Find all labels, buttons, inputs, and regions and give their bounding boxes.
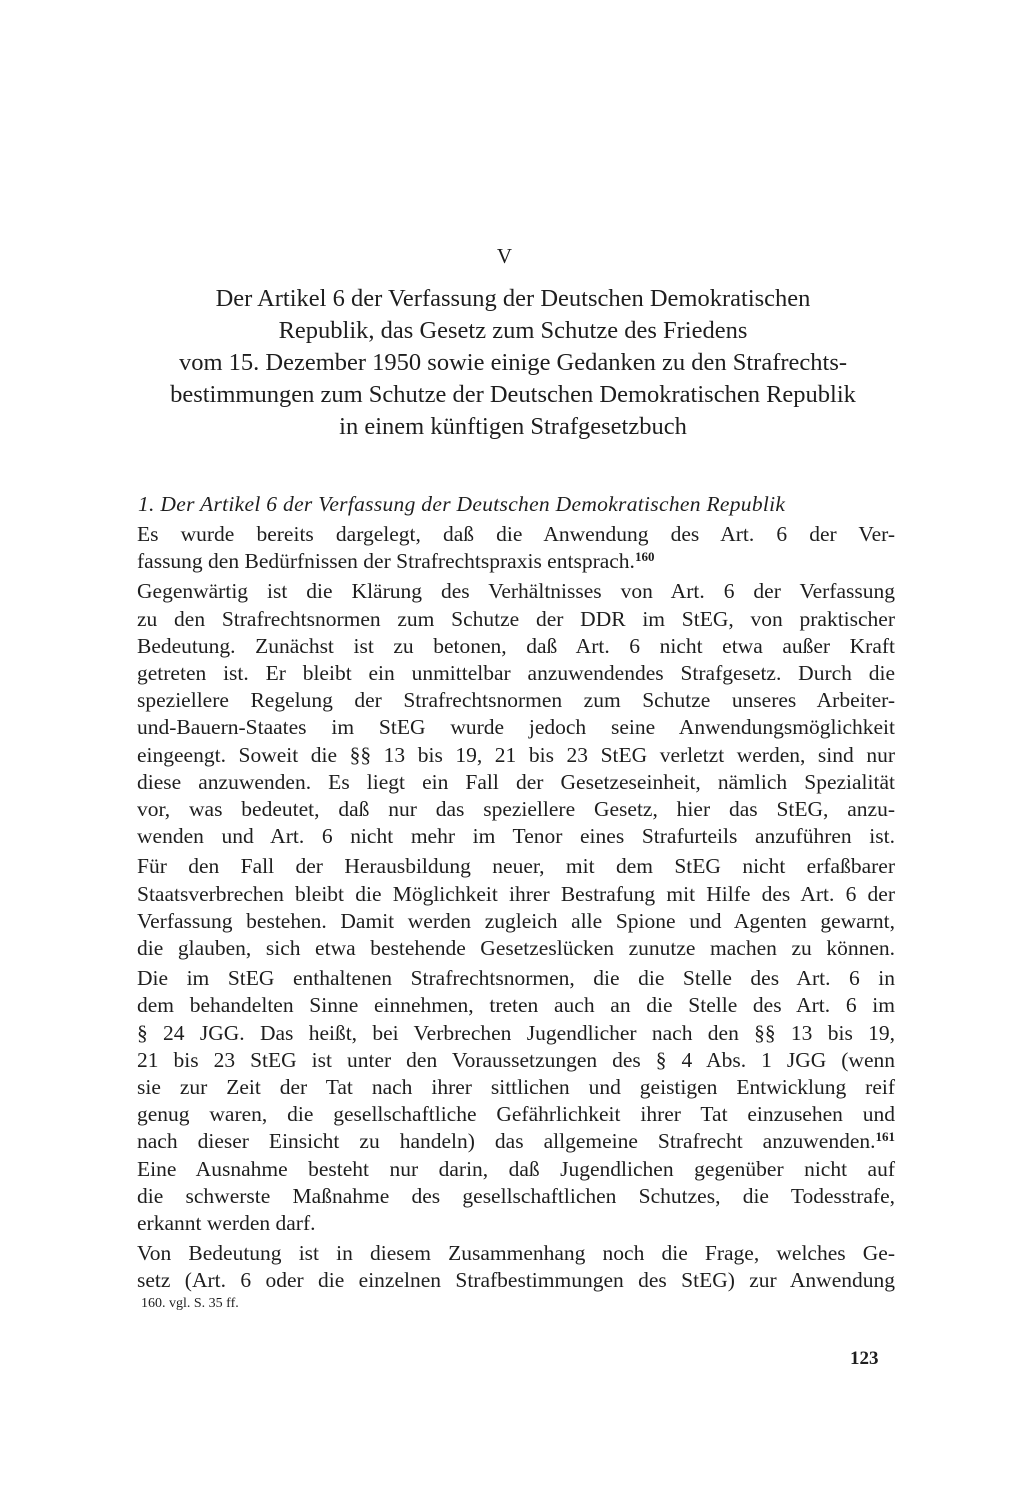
chapter-title — [128, 283, 898, 443]
page-number: 123 — [850, 1348, 879, 1369]
text-line: diese anzuwenden. Es liegt ein Fall der Gesetzeseinheit, nämlich Spezialität — [137, 769, 895, 794]
chapter-title-line: in einem künftigen Strafgesetzbuch — [339, 413, 687, 440]
text-line: Für den Fall der Herausbildung neuer, mit dem StEG nicht erfaßbarer — [137, 854, 895, 879]
text-line: erkannt werden darf. — [137, 1211, 316, 1236]
text-line: § 24 JGG. Das heißt, bei Verbrechen Jugendlicher nach den §§ 13 bis 19, — [137, 1020, 895, 1045]
text-line: zu den Strafrechtsnormen zum Schutze der DDR im StEG, von praktischer — [137, 606, 895, 631]
text-line: Eine Ausnahme besteht nur darin, daß Jugendlichen gegenüber nicht auf — [137, 1156, 895, 1181]
text-line: eingeengt. Soweit die §§ 13 bis 19, 21 bis 23 StEG verletzt werden, sind nur — [137, 742, 895, 767]
text-line: wenden und Art. 6 nicht mehr im Tenor eines Strafurteils anzuführen ist. — [137, 824, 895, 849]
chapter-number: V — [496, 244, 514, 268]
section-heading: 1. Der Artikel 6 der Verfassung der Deutschen Demokratischen Republik — [138, 492, 786, 516]
text-line: die schwerste Maßnahme des gesellschaftlichen Schutzes, die Todesstrafe, — [137, 1183, 895, 1208]
text-line: und-Bauern-Staates im StEG wurde jedoch seine Anwendungsmöglichkeit — [137, 715, 895, 740]
text-line: nach dieser Einsicht zu handeln) das allgemeine Strafrecht anzuwenden.$^{161}$ — [137, 1129, 895, 1154]
footnote-ref-161: 161 — [875, 1129, 895, 1145]
text-line: Staatsverbrechen bleibt die Möglichkeit ihrer Bestrafung mit Hilfe des Art. 6 der — [137, 881, 895, 906]
chapter-title-line: bestimmungen zum Schutze der Deutschen Demokratischen Republik — [170, 381, 856, 408]
chapter-title-line: Republik, das Gesetz zum Schutze des Friedens — [278, 317, 748, 344]
text-line: Von Bedeutung ist in diesem Zusammenhang noch die Frage, welches Ge- — [137, 1241, 895, 1266]
text-line: fassung den Bedürfnissen der Strafrechtspraxis entsprach.$^{160}$ — [137, 549, 655, 574]
text-line: 21 bis 23 StEG ist unter den Voraussetzungen des § 4 Abs. 1 JGG (wenn — [137, 1047, 895, 1072]
text-line: Verfassung bestehen. Damit werden zugleich alle Spione und Agenten gewarnt, — [137, 908, 895, 933]
text-line: vor, was bedeutet, daß nur das speziellere Gesetz, hier das StEG, anzu- — [137, 797, 895, 822]
text-line: genug waren, die gesellschaftliche Gefährlichkeit ihrer Tat einzusehen und — [137, 1102, 895, 1127]
chapter-title-line: Der Artikel 6 der Verfassung der Deutschen Demokratischen — [215, 285, 811, 312]
footnote-ref-160: 160 — [634, 549, 655, 565]
text-line: Gegenwärtig ist die Klärung des Verhältnisses von Art. 6 der Verfassung — [137, 579, 895, 604]
body-text — [137, 521, 895, 1295]
text-line: setz (Art. 6 oder die einzelnen Strafbestimmungen des StEG) zur Anwendung — [137, 1268, 895, 1293]
text-line: sie zur Zeit der Tat nach ihrer sittlichen und geistigen Entwicklung reif — [137, 1075, 895, 1100]
text-line: die glauben, sich etwa bestehende Gesetzeslücken zunutze machen zu können. — [137, 936, 895, 961]
text-line: Bedeutung. Zunächst ist zu betonen, daß Art. 6 nicht etwa außer Kraft — [137, 633, 895, 658]
text-line: speziellere Regelung der Strafrechtsnormen zum Schutze unseres Arbeiter- — [137, 688, 895, 713]
footnote: 160. vgl. S. 35 ff. — [141, 1296, 239, 1311]
chapter-title-line: vom 15. Dezember 1950 sowie einige Gedanken zu den Strafrechts- — [178, 349, 848, 376]
text-line: dem behandelten Sinne einnehmen, treten auch an die Stelle des Art. 6 im — [137, 993, 895, 1018]
text-line: Die im StEG enthaltenen Strafrechtsnormen, die die Stelle des Art. 6 in — [137, 966, 895, 991]
text-line: Es wurde bereits dargelegt, daß die Anwendung des Art. 6 der Ver- — [137, 522, 895, 546]
text-line: getreten ist. Er bleibt ein unmittelbar anzuwendendes Strafgesetz. Durch die — [137, 661, 895, 686]
